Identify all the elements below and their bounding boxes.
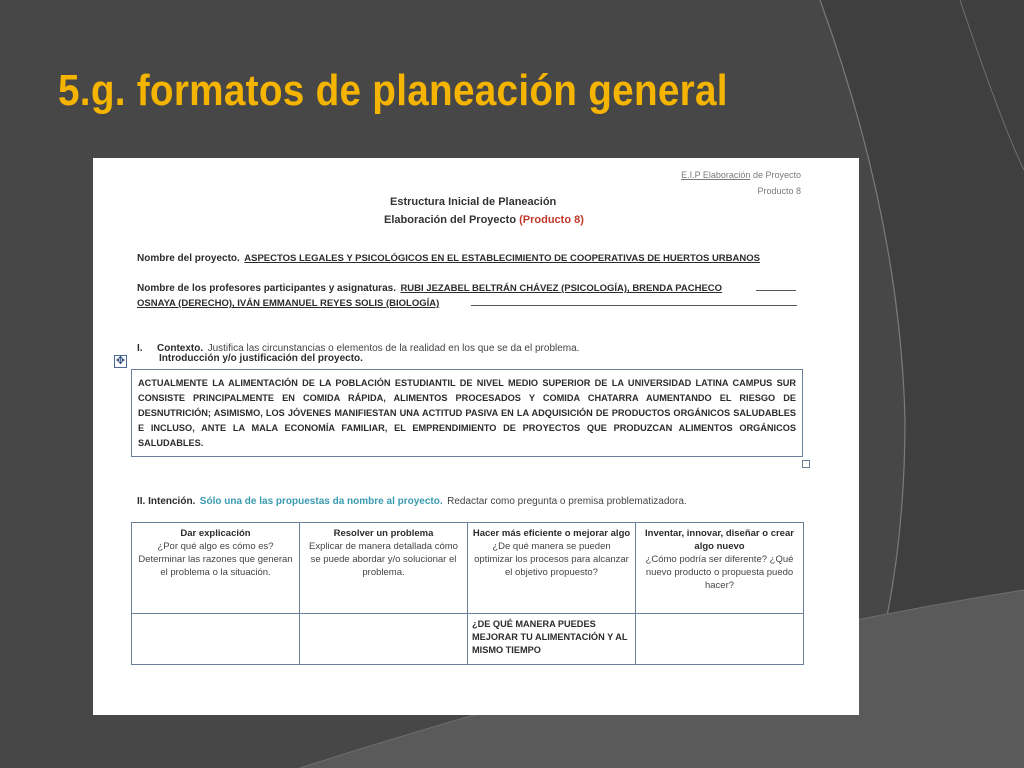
intention-col-text: ¿De qué manera se pueden optimizar los procesos para alcanzar el objetivo propuesto? — [474, 541, 629, 578]
move-cross-icon[interactable]: ✥ — [115, 355, 126, 367]
intention-label: II. Intención. — [137, 496, 196, 507]
intention-col-4 — [636, 523, 804, 614]
intention-answer-row — [132, 614, 804, 665]
answer-cell-2[interactable] — [300, 614, 468, 665]
intention-col-text: Explicar de manera detallada cómo se puede abordar y/o solucionar el problema. — [309, 541, 458, 578]
intention-rest-text: Redactar como pregunta o premisa problematizadora. — [447, 496, 687, 507]
answer-cell-3[interactable] — [468, 614, 636, 665]
intention-col-title: Dar explicación — [180, 528, 251, 539]
document-subtitle — [384, 214, 584, 226]
answer-cell-4[interactable] — [636, 614, 804, 665]
professors-value-line2: OSNAYA (DERECHO), IVÁN EMMANUEL REYES SOLIS (BIOLOGÍA) — [137, 298, 440, 309]
intention-col-title: Hacer más eficiente o mejorar algo — [472, 528, 631, 539]
answer-cell-1[interactable] — [132, 614, 300, 665]
intention-col-title: Resolver un problema — [333, 528, 434, 539]
professors-label: Nombre de los profesores participantes y asignaturas. — [137, 283, 396, 294]
intention-col-title: Inventar, innovar, diseñar o crear algo nuevo — [645, 528, 794, 552]
context-numeral: I. — [137, 343, 143, 354]
document-subtitle-text: Elaboración del Proyecto — [384, 214, 517, 226]
project-name-label: Nombre del proyecto. — [137, 253, 240, 264]
header-right-rest: de Proyecto — [752, 170, 801, 180]
context-label: Contexto. — [157, 343, 204, 354]
document-subtitle-red: (Producto 8) — [519, 214, 584, 226]
slide-title: 5.g. formatos de planeación general — [58, 66, 728, 115]
resize-square-icon[interactable] — [802, 460, 810, 468]
project-name-value: ASPECTOS LEGALES Y PSICOLÓGICOS EN EL ESTABLECIMIENTO DE COOPERATIVAS DE HUERTOS URBANOS — [244, 253, 760, 264]
answer-text: ¿DE QUÉ MANERA PUEDES MEJORAR TU ALIMENTACIÓN Y AL MISMO TIEMPO — [472, 619, 628, 655]
context-sub-label: Introducción y/o justificación del proyecto. — [159, 353, 363, 364]
document-title: Estructura Inicial de Planeación — [390, 196, 557, 208]
intention-col-2 — [300, 523, 468, 614]
context-description: Justifica las circunstancias o elementos de la realidad en los que se da el problema. — [207, 343, 580, 354]
context-box[interactable]: ACTUALMENTE LA ALIMENTACIÓN DE LA POBLACIÓN ESTUDIANTIL DE NIVEL MEDIO SUPERIOR DE LA UNIVERSIDAD LATINA CAMPUS SUR CONSISTE PRINCIPALMENTE EN COMIDA RÁPIDA, ALIMENTOS PROCESADOS Y COMIDA CHATARRA AUMENTANDO EL RIESGO DE DESNUTRICIÓN; ASIMISMO, LOS JÓVENES MANIFIESTAN UNA ACTITUD PASIVA EN LA ADQUISICIÓN DE PRODUCTOS ORGÁNICOS SALUDABLES E INCLUSO, ANTE LA MALA ECONOMÍA FAMILIAR, EL EMPRENDIMIENTO DE PROYECTOS QUE PRODUZCAN ALIMENTOS ORGÁNICOS SALUDABLES. — [131, 369, 803, 457]
project-name-row — [137, 248, 760, 266]
intention-col-text: ¿Cómo podría ser diferente? ¿Qué nuevo producto o propuesta puedo hacer? — [645, 554, 794, 591]
professors-value-line1: RUBI JEZABEL BELTRÁN CHÁVEZ (PSICOLOGÍA), BRENDA PACHECO — [400, 283, 723, 294]
intention-table — [131, 522, 804, 665]
intention-col-3 — [468, 523, 636, 614]
intention-col-text: ¿Por qué algo es cómo es? Determinar las razones que generan el problema o la situación. — [138, 541, 293, 578]
header-right-line1 — [681, 170, 801, 180]
intention-row — [137, 491, 687, 509]
document-image — [93, 158, 859, 715]
professors-row-2 — [137, 293, 439, 311]
intention-teal-text: Sólo una de las propuestas da nombre al proyecto. — [199, 496, 443, 507]
header-right-underlined: E.I.P Elaboración — [681, 170, 751, 180]
header-right-line2: Producto 8 — [757, 186, 801, 196]
fill-line-2 — [471, 305, 797, 306]
fill-line-1 — [756, 290, 796, 291]
intention-header-row — [132, 523, 804, 614]
intention-col-1 — [132, 523, 300, 614]
